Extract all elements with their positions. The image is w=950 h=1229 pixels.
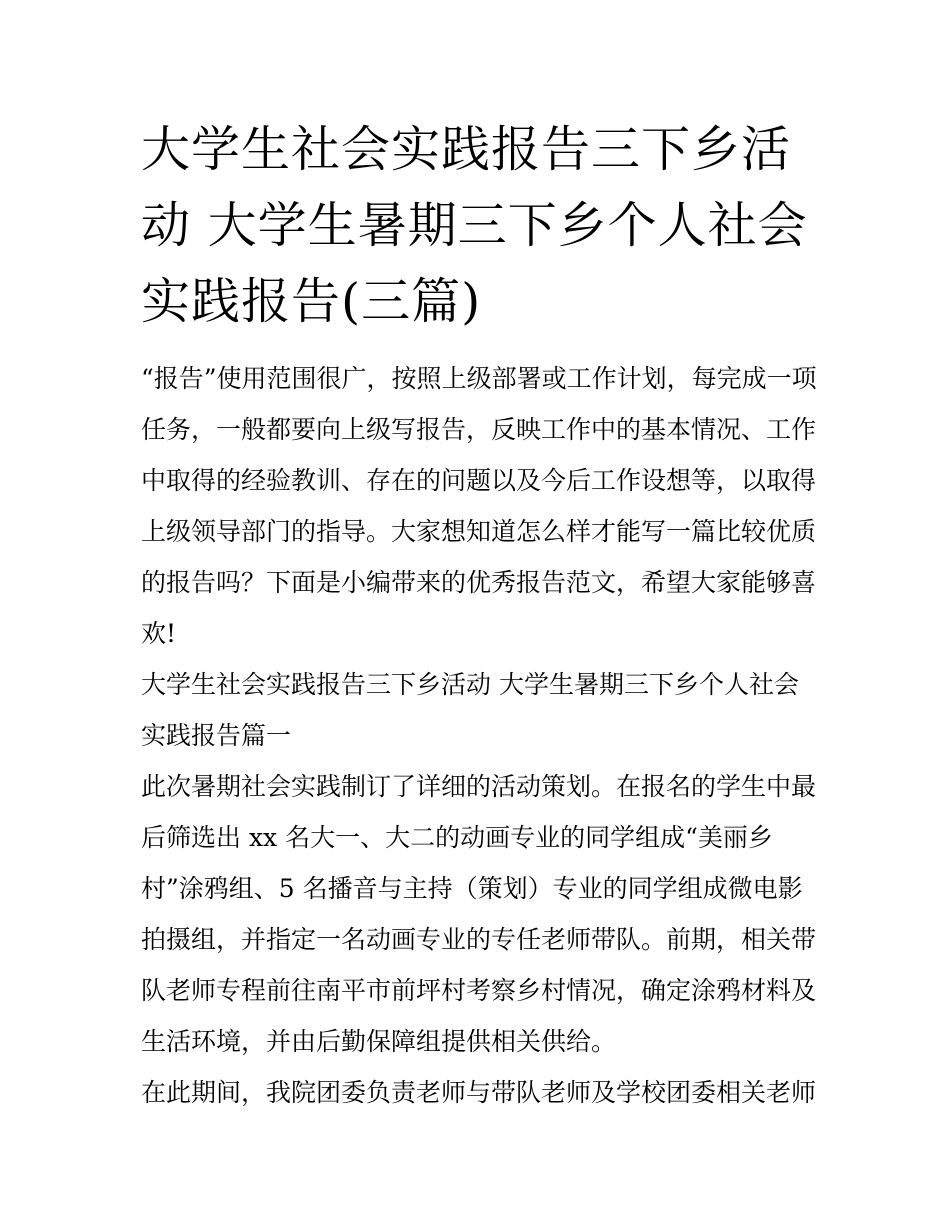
paragraph-line: 上级领导部门的指导。大家想知道怎么样才能写一篇比较优质 bbox=[141, 517, 817, 546]
paragraph-line: 村”涂鸦组、5 名播音与主持（策划）专业的同学组成微电影 bbox=[141, 874, 803, 903]
paragraph-line: 在此期间，我院团委负责老师与带队老师及学校团委相关老师 bbox=[141, 1078, 817, 1107]
section-heading-line: 实践报告篇一 bbox=[141, 721, 292, 750]
paragraph-line: 任务，一般都要向上级写报告，反映工作中的基本情况、工作 bbox=[141, 415, 817, 444]
paragraph-line: “报告”使用范围很广，按照上级部署或工作计划，每完成一项 bbox=[141, 364, 817, 393]
paragraph-line: 中取得的经验教训、存在的问题以及今后工作设想等，以取得 bbox=[141, 466, 817, 495]
title-line-3: 实践报告(三篇) bbox=[141, 273, 482, 330]
paragraph-line: 拍摄组，并指定一名动画专业的专任老师带队。前期，相关带 bbox=[141, 925, 817, 954]
paragraph-line: 生活环境，并由后勤保障组提供相关供给。 bbox=[141, 1027, 617, 1056]
paragraph-line: 的报告吗？下面是小编带来的优秀报告范文，希望大家能够喜 bbox=[141, 568, 817, 597]
title-line-2: 动 大学生暑期三下乡个人社会 bbox=[141, 197, 808, 254]
section-heading-line: 大学生社会实践报告三下乡活动 大学生暑期三下乡个人社会 bbox=[141, 670, 799, 699]
paragraph-line: 队老师专程前往南平市前坪村考察乡村情况，确定涂鸦材料及 bbox=[141, 976, 817, 1005]
paragraph-line: 欢! bbox=[141, 619, 177, 648]
title-line-1: 大学生社会实践报告三下乡活 bbox=[141, 121, 792, 178]
paragraph-line: 后筛选出 xx 名大一、大二的动画专业的同学组成“美丽乡 bbox=[141, 823, 773, 852]
paragraph-line: 此次暑期社会实践制订了详细的活动策划。在报名的学生中最 bbox=[141, 772, 817, 801]
